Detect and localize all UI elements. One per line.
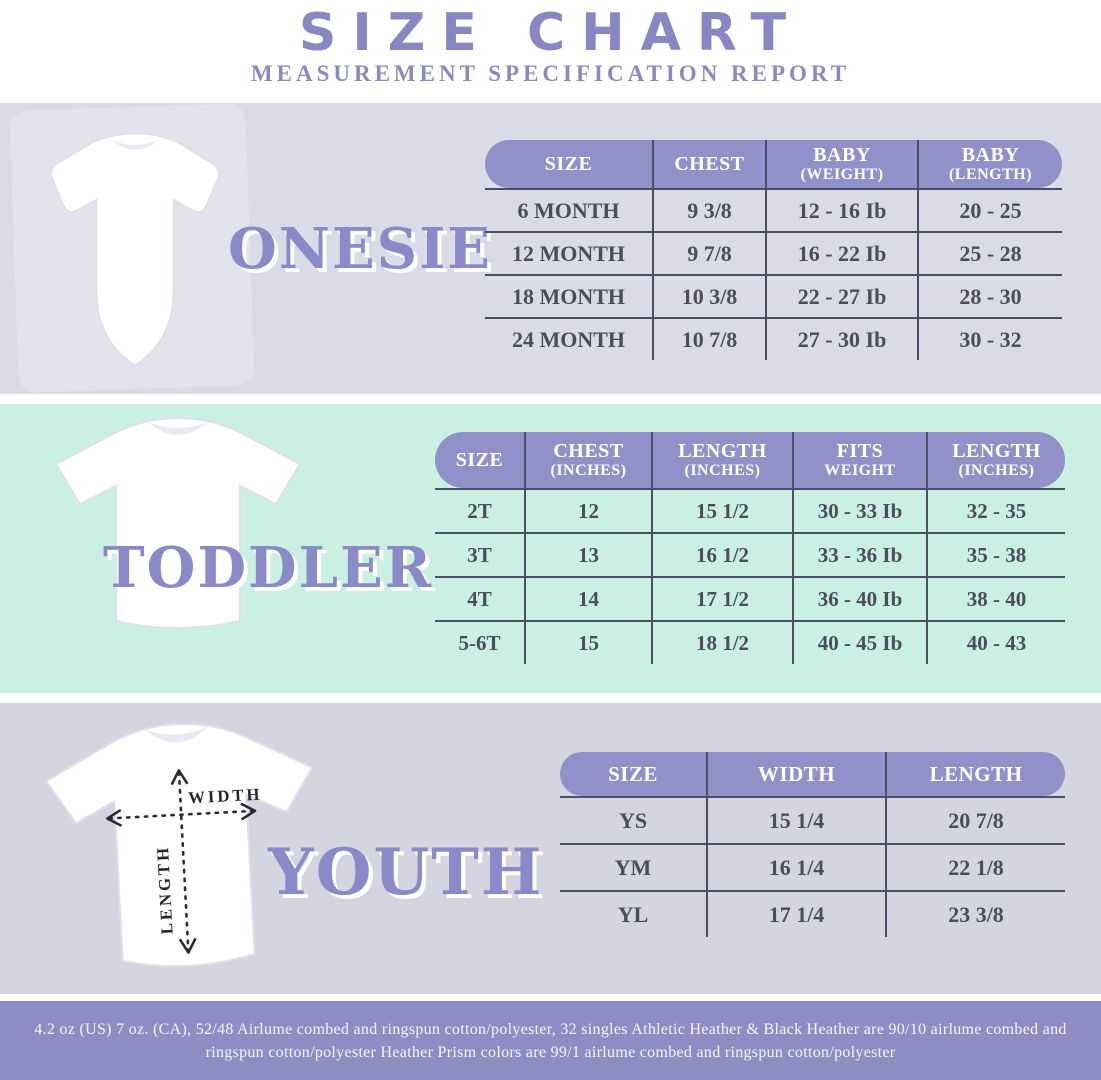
table-cell: 28 - 30: [917, 274, 1062, 317]
onesie-table: [485, 140, 1062, 360]
table-cell: 16 1/4: [706, 843, 885, 890]
table-cell: 25 - 28: [917, 231, 1062, 274]
table-cell: 22 - 27 Ib: [765, 274, 917, 317]
table-cell: 5-6T: [435, 620, 524, 664]
youth-label: YOUTH: [268, 835, 544, 910]
header-cell: SIZE: [455, 448, 504, 471]
table-cell: 40 - 43: [926, 620, 1065, 664]
page-subtitle: MEASUREMENT SPECIFICATION REPORT: [250, 60, 851, 86]
table-cell: 4T: [435, 576, 524, 620]
table-cell: 24 MONTH: [485, 317, 652, 360]
toddler-label: TODDLER: [103, 535, 434, 601]
table-cell: 16 - 22 Ib: [765, 231, 917, 274]
fabric-note-line1: 4.2 oz (US) 7 oz. (CA), 52/48 Airlume combed and ringspun cotton/polyester, 32 singles Athletic Heather & Black Heather are 90/10 airlume combed and: [34, 1021, 1067, 1038]
toddler-table: [435, 432, 1065, 664]
header-cell: LENGTH (INCHES): [651, 432, 792, 488]
table-cell: 13: [524, 532, 651, 576]
table-cell: 18 MONTH: [485, 274, 652, 317]
header-cell: CHEST (INCHES): [524, 432, 651, 488]
toddler-section: [0, 404, 1101, 693]
table-cell: 32 - 35: [926, 488, 1065, 532]
table-cell: 14: [524, 576, 651, 620]
table-cell: 3T: [435, 532, 524, 576]
width-measure-label: WIDTH: [187, 784, 263, 808]
table-cell: 15: [524, 620, 651, 664]
table-cell: 17 1/2: [651, 576, 792, 620]
fabric-note-line2: ringspun cotton/polyester Heather Prism colors are 99/1 airlume combed and ringspun cotton/polyester: [205, 1044, 896, 1061]
table-cell: 30 - 33 Ib: [792, 488, 926, 532]
table-cell: 40 - 45 Ib: [792, 620, 926, 664]
page-title: SIZE CHART: [298, 3, 803, 63]
table-cell: 9 7/8: [652, 231, 765, 274]
onesie-graphic: [25, 115, 245, 385]
table-cell: 15 1/4: [706, 796, 885, 843]
table-cell: 33 - 36 Ib: [792, 532, 926, 576]
header-cell: BABY (WEIGHT): [765, 140, 917, 188]
length-measure-label: LENGTH: [152, 844, 177, 935]
page-header: [0, 0, 1101, 103]
table-cell: 18 1/2: [651, 620, 792, 664]
header-cell: BABY (LENGTH): [917, 140, 1062, 188]
table-cell: 10 7/8: [652, 317, 765, 360]
table-cell: 9 3/8: [652, 188, 765, 231]
header-cell: FITS WEIGHT: [792, 432, 926, 488]
table-cell: 16 1/2: [651, 532, 792, 576]
table-cell: 6 MONTH: [485, 188, 652, 231]
table-cell: 15 1/2: [651, 488, 792, 532]
header-cell: SIZE: [608, 761, 658, 786]
fabric-note-footer: [0, 1001, 1101, 1080]
table-cell: 30 - 32: [917, 317, 1062, 360]
header-cell: CHEST: [652, 140, 765, 188]
table-cell: YL: [560, 890, 706, 937]
table-cell: YS: [560, 796, 706, 843]
table-cell: 20 - 25: [917, 188, 1062, 231]
header-cell: LENGTH (INCHES): [926, 432, 1065, 488]
toddler-shirt-graphic: [28, 406, 328, 646]
header-cell: WIDTH: [706, 752, 885, 796]
table-cell: 17 1/4: [706, 890, 885, 937]
table-cell: 38 - 40: [926, 576, 1065, 620]
table-cell: 22 1/8: [885, 843, 1065, 890]
table-cell: 10 3/8: [652, 274, 765, 317]
header-cell: LENGTH: [885, 752, 1065, 796]
table-cell: 23 3/8: [885, 890, 1065, 937]
table-cell: YM: [560, 843, 706, 890]
table-cell: 27 - 30 Ib: [765, 317, 917, 360]
onesie-section: [0, 103, 1101, 394]
table-cell: 35 - 38: [926, 532, 1065, 576]
youth-section: [0, 703, 1101, 994]
table-cell: 20 7/8: [885, 796, 1065, 843]
table-cell: 12 MONTH: [485, 231, 652, 274]
onesie-label: ONESIE: [228, 216, 492, 282]
table-cell: 2T: [435, 488, 524, 532]
table-cell: 12: [524, 488, 651, 532]
youth-table: [560, 752, 1065, 937]
header-cell: SIZE: [544, 152, 593, 175]
table-cell: 12 - 16 Ib: [765, 188, 917, 231]
table-cell: 36 - 40 Ib: [792, 576, 926, 620]
